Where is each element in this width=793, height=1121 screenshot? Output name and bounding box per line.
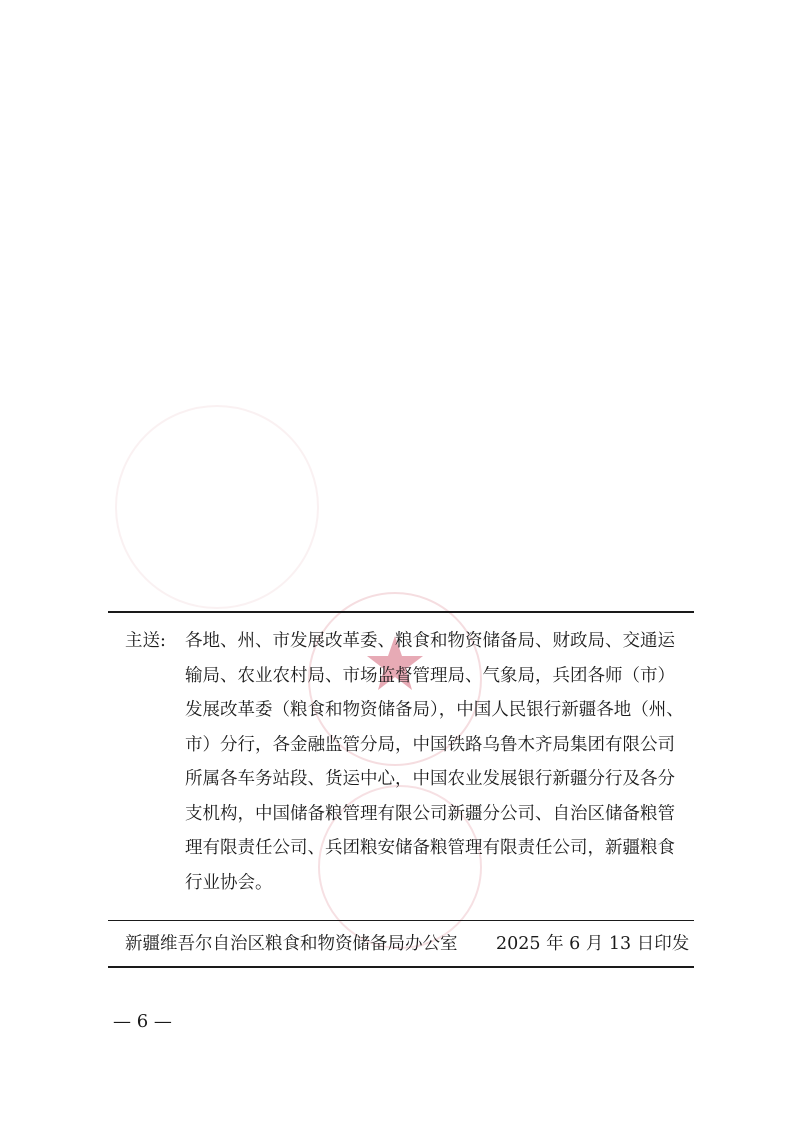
top-rule xyxy=(108,611,694,613)
distribution-line: 输局、农业农村局、市场监督管理局、气象局，兵团各师（市） xyxy=(185,665,675,686)
distribution-line: 支机构，中国储备粮管理有限公司新疆分公司、自治区储备粮管 xyxy=(185,803,675,824)
distribution-list xyxy=(185,624,695,900)
page-number: — 6 — xyxy=(113,1011,172,1032)
faint-seal-impression xyxy=(115,405,319,609)
distribution-line: 市）分行，各金融监管分局，中国铁路乌鲁木齐局集团有限公司 xyxy=(185,734,675,755)
distribution-label: 主送: xyxy=(125,631,166,651)
issue-date: 2025 年 6 月 13 日印发 xyxy=(496,934,690,954)
distribution-line: 所属各车务站段、货运中心，中国农业发展银行新疆分行及各分 xyxy=(185,769,675,789)
bottom-rule xyxy=(108,966,694,968)
distribution-line: 行业协会。 xyxy=(185,872,273,893)
distribution-line: 发展改革委（粮食和物资储备局），中国人民银行新疆各地（州、 xyxy=(185,700,684,720)
distribution-line: 理有限责任公司、兵团粮安储备粮管理有限责任公司，新疆粮食 xyxy=(185,838,675,858)
distribution-line: 各地、州、市发展改革委、粮食和物资储备局、财政局、交通运 xyxy=(185,631,675,651)
issuing-office: 新疆维吾尔自治区粮食和物资储备局办公室 xyxy=(125,934,458,954)
middle-rule xyxy=(108,920,694,921)
